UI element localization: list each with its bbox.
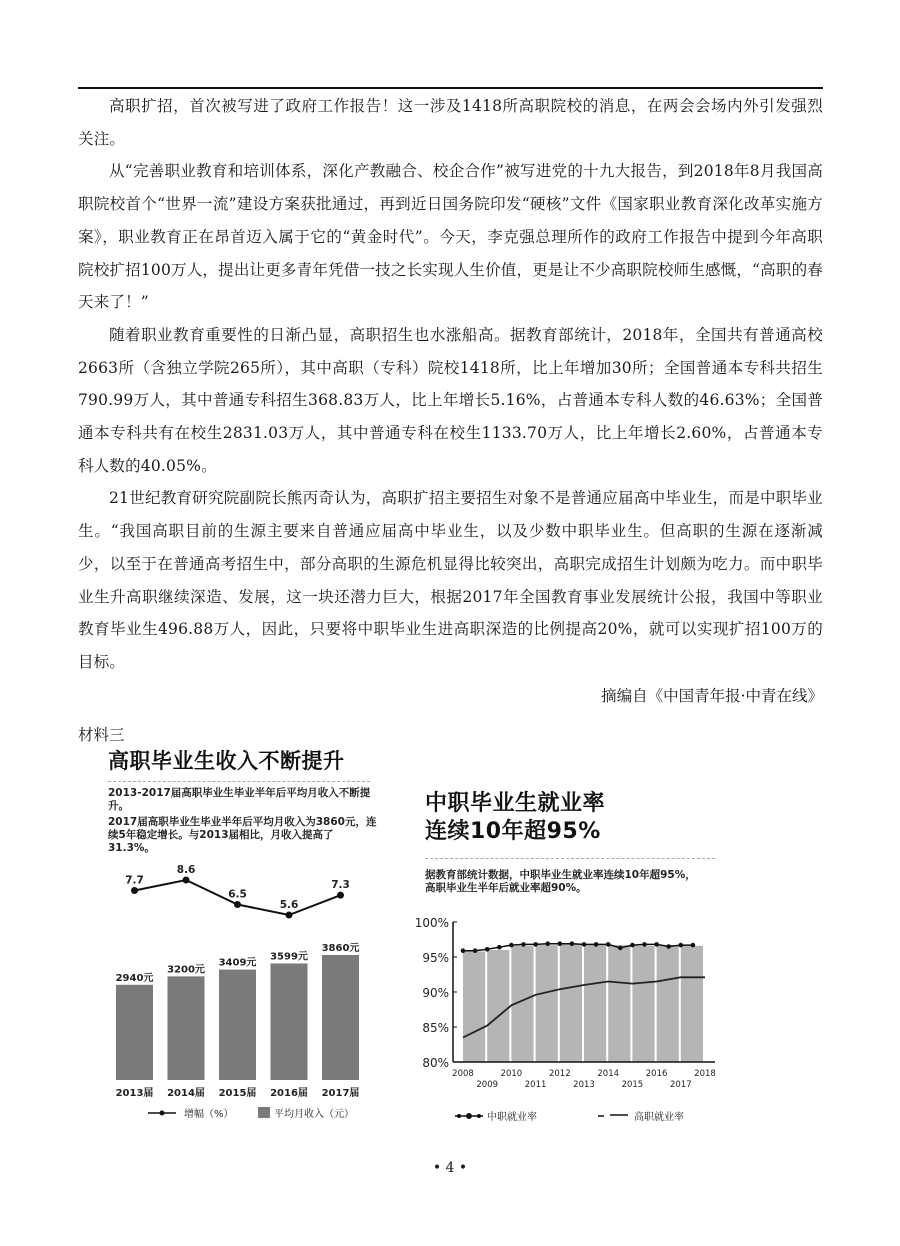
bar bbox=[322, 955, 359, 1080]
chart-plot bbox=[108, 845, 378, 1135]
growth-point bbox=[234, 901, 241, 908]
income-chart bbox=[108, 745, 378, 1135]
band-column bbox=[608, 945, 630, 1062]
paragraph: 21世纪教育研究院副院长熊丙奇认为，高职扩招主要招生对象不是普通应届高中毕业生，而是中职毕业生。“我国高职目前的生源主要来自普通应届高中毕业生，以及少数中职毕业生。但高职的生源在逐渐减少，以至于在普通高考招生中，部分高职的生源危机显得比较突出，高职完成招生计划颇为吃力。而中职毕业生升高职继续深造、发展，这一块还潜力巨大，根据2017年全国教育事业发展统计公报，我国中等职业教育毕业生496.88万人，因此，只要将中职毕业生进高职深造的比例提高20%，就可以实现扩招100万的目标。 bbox=[78, 489, 823, 671]
x-tick-label: 2014届 bbox=[167, 1088, 205, 1099]
vocational-point bbox=[582, 942, 587, 947]
band-column bbox=[560, 944, 582, 1062]
growth-point bbox=[131, 887, 138, 894]
x-tick-label: 2011 bbox=[524, 1080, 547, 1090]
vocational-point bbox=[606, 942, 611, 947]
vocational-point bbox=[497, 945, 502, 950]
legend-label: 增幅（%） bbox=[184, 1109, 234, 1120]
x-tick-label: 2015 bbox=[621, 1080, 644, 1090]
vocational-point bbox=[654, 942, 659, 947]
x-tick-label: 2017届 bbox=[321, 1088, 360, 1099]
growth-label: 5.6 bbox=[279, 899, 299, 911]
legend-label: 平均月收入（元） bbox=[274, 1109, 354, 1120]
legend-marker-icon bbox=[466, 1113, 472, 1119]
chart-title: 中职毕业生就业率 bbox=[425, 791, 606, 816]
vocational-point bbox=[461, 948, 466, 953]
x-tick-label: 2013 bbox=[573, 1080, 595, 1090]
source-citation: 摘编自《中国青年报·中青在线》 bbox=[601, 687, 823, 705]
section-label: 材料三 bbox=[78, 726, 125, 744]
bar bbox=[116, 985, 153, 1080]
legend-marker-icon bbox=[160, 1111, 165, 1116]
band-column bbox=[463, 951, 485, 1062]
y-tick-label: 95% bbox=[422, 951, 449, 965]
band-column bbox=[584, 945, 606, 1062]
x-tick-label: 2008 bbox=[452, 1069, 474, 1079]
paragraph: 从“完善职业教育和培训体系，深化产教融合、校企合作”被写进党的十九大报告，到2018年8月我国高职院校首个“世界一流”建设方案获批通过，再到近日国务院印发“硬核”文件《国家职业教育深化改革实施方案》，职业教育正在昂首迈入属于它的“黄金时代”。今天，李克强总理所作的政府工作报告中提到今年高职院校扩招100万人，提出让更多青年凭借一技之长实现人生价值，更是让不少高职院校师生感慨，“高职的春天来了！” bbox=[78, 162, 823, 312]
growth-label: 7.7 bbox=[125, 874, 144, 887]
band-column bbox=[657, 945, 679, 1062]
chart-title: 高职毕业生收入不断提升 bbox=[108, 749, 345, 773]
growth-point bbox=[337, 892, 344, 899]
y-tick-label: 100% bbox=[414, 916, 449, 930]
bar-label: 3860元 bbox=[321, 943, 360, 954]
x-tick-label: 2010 bbox=[500, 1069, 523, 1079]
vocational-point bbox=[594, 942, 599, 947]
bar bbox=[168, 976, 205, 1080]
page-number: • 4 • bbox=[432, 1160, 468, 1176]
chart-title: 连续10年超95% bbox=[425, 819, 601, 844]
band-column bbox=[536, 945, 558, 1062]
vocational-point bbox=[558, 941, 563, 946]
legend-marker-icon bbox=[457, 1114, 461, 1118]
vocational-point bbox=[570, 941, 575, 946]
bar-label: 3409元 bbox=[218, 957, 257, 969]
x-tick-label: 2012 bbox=[548, 1069, 571, 1079]
x-tick-label: 2016届 bbox=[270, 1088, 308, 1099]
article-body bbox=[78, 90, 823, 679]
growth-label: 6.5 bbox=[228, 888, 247, 901]
y-tick-label: 85% bbox=[422, 1021, 449, 1035]
x-tick-label: 2017 bbox=[669, 1080, 692, 1090]
chart-description: 高职毕业生半年后就业率超90%。 bbox=[425, 882, 587, 894]
x-tick-label: 2018 bbox=[694, 1069, 716, 1079]
band-column bbox=[681, 946, 703, 1062]
paragraph: 高职扩招，首次被写进了政府工作报告！这一涉及1418所高职院校的消息，在两会会场内外引发强烈关注。 bbox=[78, 97, 823, 148]
bar bbox=[219, 970, 256, 1080]
header-rule bbox=[78, 87, 823, 89]
paragraph: 随着职业教育重要性的日渐凸显，高职招生也水涨船高。据教育部统计，2018年，全国共有普通高校2663所（含独立学院265所），其中高职（专科）院校1418所，比上年增加30所；全国普通本专科共招生790.99万人，其中普通专科招生368.83万人，比上年增长5.16%，占普通本专科人数的46.63%；全国普通本专科共有在校生2831.03万人，其中普通专科在校生1133.70万人，比上年增长2.60%，占普通本专科人数的40.05%。 bbox=[78, 325, 823, 475]
vocational-point bbox=[533, 942, 538, 947]
vocational-point bbox=[691, 943, 696, 948]
band-column bbox=[632, 946, 654, 1062]
vocational-point bbox=[679, 943, 684, 948]
x-tick-label: 2009 bbox=[476, 1080, 499, 1090]
vocational-point bbox=[545, 941, 550, 946]
legend-swatch-icon bbox=[258, 1107, 270, 1118]
legend-label: 中职就业率 bbox=[487, 1112, 537, 1123]
x-tick-label: 2015届 bbox=[218, 1088, 257, 1099]
vocational-point bbox=[618, 946, 623, 951]
employment-chart bbox=[414, 790, 745, 1140]
bar-label: 3200元 bbox=[167, 964, 205, 976]
chart-description: 2017届高职毕业生毕业半年后平均月收入为3860元，连续5年稳定增长。与2013届相比，月收入提高了31.3%。 bbox=[108, 816, 377, 854]
bar-label: 3599元 bbox=[270, 951, 308, 963]
vocational-point bbox=[485, 947, 490, 952]
legend-marker-icon bbox=[477, 1114, 481, 1118]
growth-point bbox=[286, 912, 293, 919]
chart-description: 据教育部统计数据，中职毕业生就业率连续10年超95%， bbox=[425, 869, 696, 881]
bar-label: 2940元 bbox=[115, 972, 154, 984]
growth-point bbox=[183, 877, 190, 884]
x-tick-label: 2013届 bbox=[115, 1088, 154, 1099]
vocational-point bbox=[666, 944, 671, 949]
x-tick-label: 2016 bbox=[645, 1069, 668, 1079]
vocational-point bbox=[473, 948, 478, 953]
divider bbox=[425, 858, 715, 859]
growth-label: 7.3 bbox=[331, 879, 350, 892]
vocational-point bbox=[630, 943, 635, 948]
y-tick-label: 90% bbox=[422, 986, 449, 1000]
vocational-point bbox=[642, 942, 647, 947]
vocational-point bbox=[509, 943, 514, 948]
vocational-point bbox=[521, 942, 526, 947]
divider bbox=[108, 781, 370, 782]
band-column bbox=[487, 950, 509, 1062]
growth-label: 8.6 bbox=[176, 864, 196, 876]
legend-label: 高职就业率 bbox=[634, 1112, 684, 1123]
y-tick-label: 80% bbox=[422, 1056, 449, 1070]
chart-description: 2013-2017届高职毕业生毕业半年后平均月收入不断提升。 bbox=[108, 787, 371, 812]
bar bbox=[271, 963, 308, 1080]
x-tick-label: 2014 bbox=[597, 1069, 620, 1079]
chart-plot bbox=[410, 910, 730, 1140]
